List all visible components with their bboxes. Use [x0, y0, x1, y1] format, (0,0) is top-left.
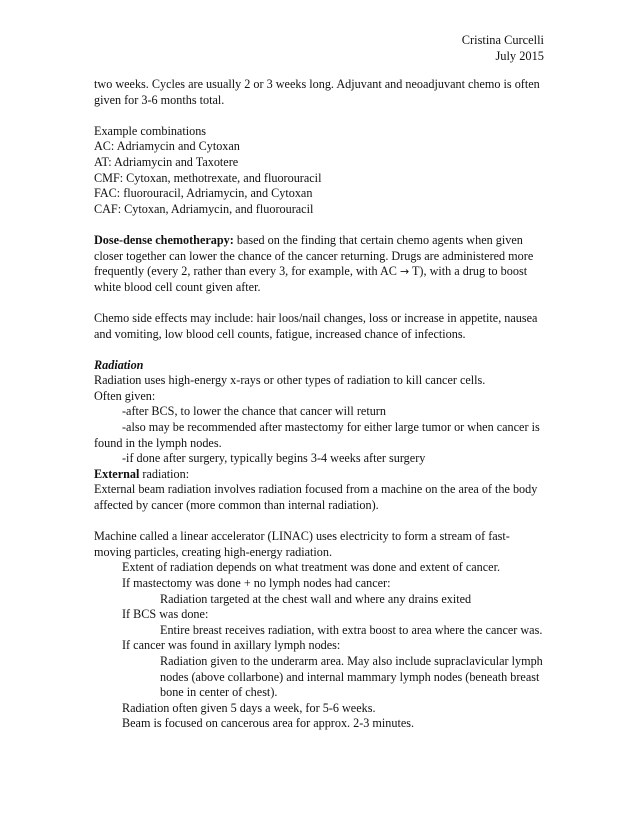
intro-paragraph: two weeks. Cycles are usually 2 or 3 weeks long. Adjuvant and neoadjuvant chemo is often given for 3-6 months total. — [94, 77, 540, 107]
dose-dense-tail: T), with a drug to boost white blood cell count given after. — [94, 264, 528, 294]
dose-dense-paragraph — [94, 233, 546, 295]
document-date: July 2015 — [495, 49, 544, 63]
combination-item: AC: Adriamycin and Cytoxan — [94, 139, 240, 154]
mastectomy-case: If mastectomy was done + no lymph nodes had cancer: — [122, 576, 391, 590]
combination-item: FAC: fluorouracil, Adriamycin, and Cytoxan — [94, 186, 313, 201]
often-given-label: Often given: — [94, 388, 156, 403]
schedule-line: Radiation often given 5 days a week, for 5-6 weeks. — [122, 700, 376, 715]
bcs-case: If BCS was done: — [122, 607, 209, 622]
radiation-heading: Radiation — [94, 357, 144, 372]
beam-line: Beam is focused on cancerous area for approx. 2-3 minutes. — [122, 716, 415, 731]
axillary-detail: Radiation given to the underarm area. May also include supraclavicular lymph nodes (above collarbone) and internal mammary lymph nodes (beneath breast bone in center of chest). — [160, 653, 543, 700]
given-item: -also may be recommended after mastectomy for either large tumor or when cancer is found in the lymph nodes. — [94, 420, 540, 450]
combination-item: CAF: Cytoxan, Adriamycin, and fluorouracil — [94, 201, 314, 216]
mastectomy-detail: Radiation targeted at the chest wall and where any drains exited — [160, 591, 472, 606]
given-item: -if done after surgery, typically begins 3-4 weeks after surgery — [122, 451, 426, 466]
combination-item: CMF: Cytoxan, methotrexate, and fluorouracil — [94, 170, 322, 185]
radiation-intro: Radiation uses high-energy x-rays or other types of radiation to kill cancer cells. — [94, 373, 486, 388]
author-name: Cristina Curcelli — [461, 33, 544, 47]
external-paragraph: External beam radiation involves radiation focused from a machine on the area of the body affected by cancer (more common than internal radiation). — [94, 482, 538, 513]
bcs-detail: Entire breast receives radiation, with extra boost to area where the cancer was. — [160, 622, 543, 637]
given-item: -after BCS, to lower the chance that cancer will return — [122, 404, 386, 419]
page-header — [462, 32, 544, 64]
combination-item: AT: Adriamycin and Taxotere — [94, 154, 239, 169]
dose-dense-text: based on the finding that certain chemo agents when given closer together can lower the chance of the cancer returning. Drugs are administered more frequently (every 2, rather than every 3, for example, with AC — [94, 232, 534, 279]
external-heading: External radiation: — [94, 466, 190, 481]
extent-line: Extent of radiation depends on what treatment was done and extent of cancer. — [122, 560, 501, 575]
side-effects-paragraph: Chemo side effects may include: hair loos/nail changes, loss or increase in appetite, nausea and vomiting, low blood cell counts, fatigue, increased chance of infections. — [94, 310, 538, 341]
right-arrow-icon: → — [399, 265, 410, 279]
axillary-case: If cancer was found in axillary lymph nodes: — [122, 638, 341, 653]
combinations-title: Example combinations — [94, 123, 207, 138]
linac-paragraph: Machine called a linear accelerator (LINAC) uses electricity to form a stream of fast-moving particles, creating high-energy radiation. — [94, 529, 510, 559]
dose-dense-term: Dose-dense chemotherapy: — [94, 232, 234, 247]
document-body — [94, 77, 546, 732]
